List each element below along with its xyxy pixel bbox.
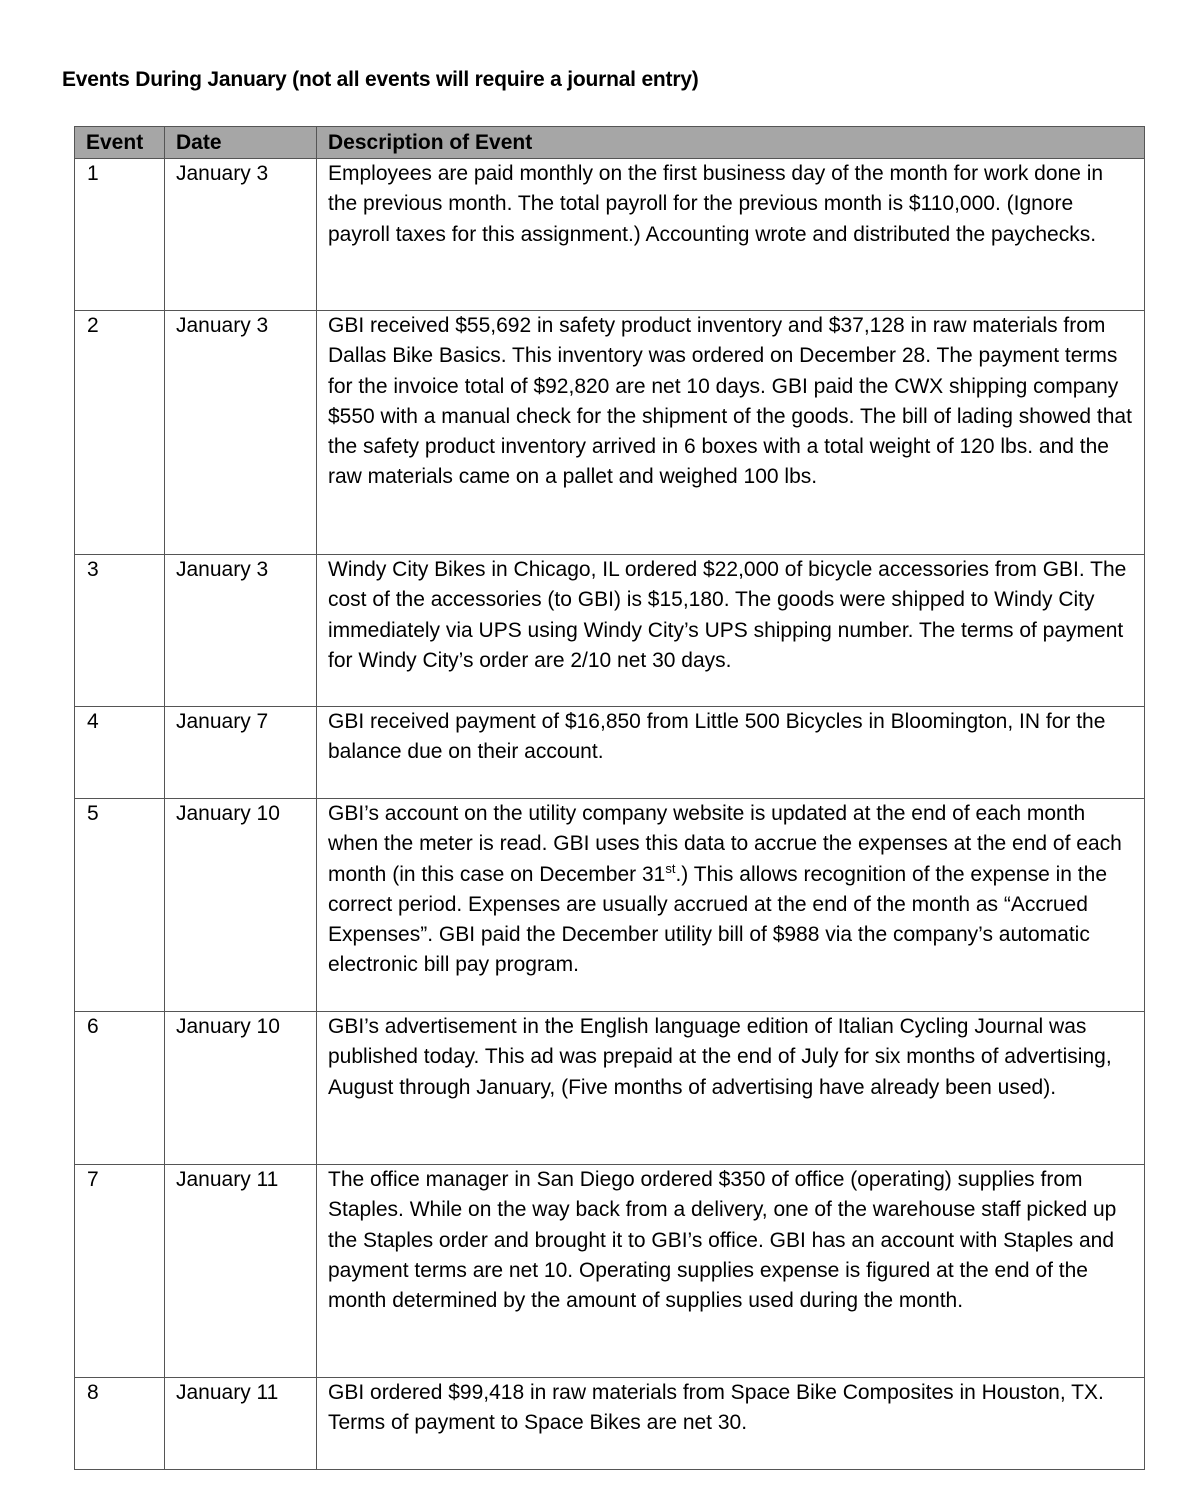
event-date: January 7 [165, 707, 317, 799]
header-date: Date [165, 127, 317, 159]
table-row [75, 1012, 1145, 1165]
event-description: Employees are paid monthly on the first business day of the month for work done in the previous month. The total payroll for the previous month is $110,000. (Ignore payroll taxes for this assignment.) Accounting wrote and distributed the paychecks. [317, 159, 1145, 311]
table-row [75, 159, 1145, 311]
header-event: Event [75, 127, 165, 159]
event-date: January 10 [165, 799, 317, 1012]
event-description: GBI received payment of $16,850 from Little 500 Bicycles in Bloomington, IN for the balance due on their account. [317, 707, 1145, 799]
event-description: GBI received $55,692 in safety product inventory and $37,128 in raw materials from Dallas Bike Basics. This inventory was ordered on December 28. The payment terms for the invoice total of $92,820 are net 10 days. GBI paid the CWX shipping company $550 with a manual check for the shipment of the goods. The bill of lading showed that the safety product inventory arrived in 6 boxes with a total weight of 120 lbs. and the raw materials came on a pallet and weighed 100 lbs. [317, 311, 1145, 555]
event-date: January 3 [165, 555, 317, 707]
table-row [75, 555, 1145, 707]
event-description [317, 799, 1145, 1012]
table-row [75, 707, 1145, 799]
event-description: GBI ordered $99,418 in raw materials from Space Bike Composites in Houston, TX. Terms of payment to Space Bikes are net 30. [317, 1378, 1145, 1470]
header-description: Description of Event [317, 127, 1145, 159]
event-date: January 11 [165, 1378, 317, 1470]
event-number: 1 [75, 159, 165, 311]
table-header-row [75, 127, 1145, 159]
table-row [75, 311, 1145, 555]
table-row [75, 1378, 1145, 1470]
event-description: The office manager in San Diego ordered $350 of office (operating) supplies from Staples. While on the way back from a delivery, one of the warehouse staff picked up the Staples order and brought it to GBI’s office. GBI has an account with Staples and payment terms are net 10. Operating supplies expense is figured at the end of the month determined by the amount of supplies used during the month. [317, 1165, 1145, 1378]
event-date: January 3 [165, 159, 317, 311]
event-number: 6 [75, 1012, 165, 1165]
event-number: 8 [75, 1378, 165, 1470]
event-description-part: .) This allows recognition of the expense in the correct period. Expenses are usually accrued at the end of the month as “Accrued Expenses”. GBI paid the December utility bill of $988 via the company’s automatic electronic bill pay program. [328, 862, 1107, 977]
event-number: 5 [75, 799, 165, 1012]
event-number: 3 [75, 555, 165, 707]
event-description: Windy City Bikes in Chicago, IL ordered $22,000 of bicycle accessories from GBI. The cost of the accessories (to GBI) is $15,180. The goods were shipped to Windy City immediately via UPS using Windy City’s UPS shipping number. The terms of payment for Windy City’s order are 2/10 net 30 days. [317, 555, 1145, 707]
ordinal-superscript: st [665, 860, 676, 876]
event-date: January 11 [165, 1165, 317, 1378]
events-table [74, 126, 1145, 1470]
page-title: Events During January (not all events will require a journal entry) [62, 68, 699, 91]
event-number: 2 [75, 311, 165, 555]
event-number: 7 [75, 1165, 165, 1378]
event-description: GBI’s advertisement in the English language edition of Italian Cycling Journal was published today. This ad was prepaid at the end of July for six months of advertising, August through January, (Five months of advertising have already been used). [317, 1012, 1145, 1165]
event-description-part: GBI’s account on the utility company website is updated at the end of each month when the meter is read. GBI uses this data to accrue the expenses at the end of each month (in this case on December 31 [328, 802, 1122, 886]
event-date: January 3 [165, 311, 317, 555]
event-date: January 10 [165, 1012, 317, 1165]
table-row [75, 1165, 1145, 1378]
event-number: 4 [75, 707, 165, 799]
table-row [75, 799, 1145, 1012]
